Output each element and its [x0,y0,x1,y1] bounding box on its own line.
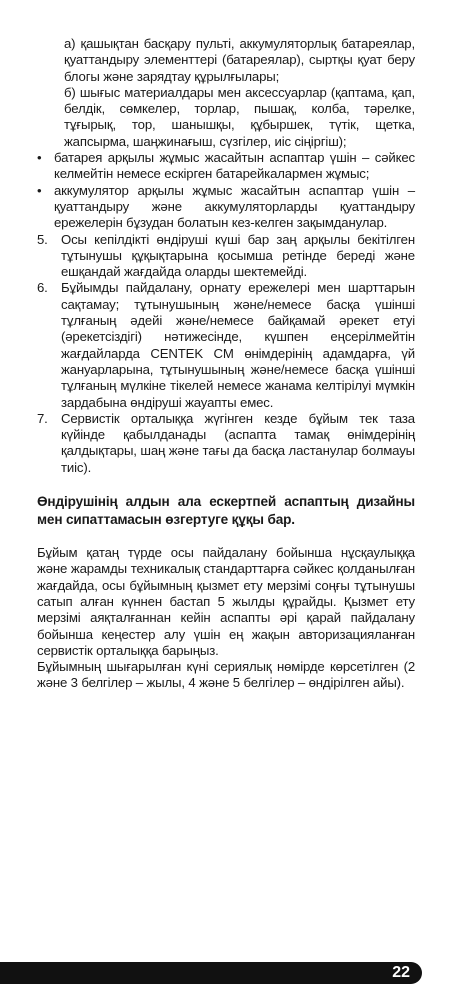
numbered-item-6 [37,280,415,410]
item-text: Сервистік орталыққа жүгінген кезде бұйым тек таза күйінде қабылданады (аспапта тамақ өнімдерінің қалдықтары, шаң және тағы да басқа ластанулар болмауы тиіс). [61,410,415,475]
spacer [37,476,415,493]
bullet-marker: • [37,150,42,166]
service-life-paragraph: Бұйым қатаң түрде осы пайдалану бойынша нұсқаулыққа және жарамды техникалық стандарттарға сәйкес қолданылған жағдайда, осы бұйымның қызмет ету мерзімі соңғы тұтынушы сатып алған күннен бастап 5 жылды құрайды. Қызмет ету мерзімі аяқталғаннан кейін аспапты әрі қарай пайдалану бойынша кеңестер алу үшін ең жақын авторизацияланған сервистік орталыққа барыңыз. [37,545,415,658]
item-number: 6. [37,280,48,296]
numbered-item-5 [37,232,415,281]
item-text: Бұйымды пайдалану, орнату ережелері мен шарттарын сақтамау; тұтынушының және/немесе басқа үшінші тұлғаның әдейі және/немесе байқамай әрекет етуі (әрекетсіздігі) нәтижесінде, күшпен еңсерілмейтін жағдайларда CENTEK CM өнімдерінің адамдарға, үй жануарларына, тұтынушының және/немесе басқа үшінші тұлғаның мүлкіне тікелей немесе жанама келтірілуі мүмкін зардабына өндіруші жауапты емес. [61,280,415,410]
bullet-text: батарея арқылы жұмыс жасайтын аспаптар үшін – сәйкес келмейтін немесе ескірген батарейкалармен жұмыс; [54,150,415,182]
design-change-notice: Өндірушінің алдын ала ескертпей аспаптың дизайны мен сипаттамасын өзгертуге құқы бар. [37,494,415,528]
item-text: Осы кепілдікті өндіруші күші бар заң арқылы бекітілген тұтынушы құқықтарына қосымша ретінде береді және ешқандай жағдайда оларды шектемейді. [61,231,415,280]
bullet-item [37,150,415,183]
item-number: 7. [37,410,48,426]
bullet-marker: • [37,182,42,198]
bullet-item [37,183,415,232]
page-number: 22 [392,964,410,981]
list-item-sub-a: а) қашықтан басқару пульті, аккумуляторлық батареялар, қуаттандыру элементтері (батареялар), сыртқы қуат беру блогы және зарядтау құрылғылары; [64,36,415,84]
item-number: 5. [37,231,48,247]
list-item-sub-b: б) шығыс материалдары мен аксессуарлар (қаптама, қап, белдік, сөмкелер, торлар, пышақ, колба, тәрелке, тұғырық, тор, шанышқы, құбыршек, түтік, щетка, жапсырма, шаңжинағыш, сүзгілер, иіс сіңіргіш); [64,84,415,149]
bullet-text: аккумулятор арқылы жұмыс жасайтын аспаптар үшін – қуаттандыру және аккумуляторларды қуаттандыру ережелерін бұзудан болатын кез-келген зақымданулар. [54,182,415,231]
footer-bar [0,962,422,984]
serial-number-paragraph: Бұйымның шығарылған күні сериялық нөмірде көрсетілген (2 және 3 белгілер – жылы, 4 және 5 белгілер – өндірілген айы). [37,659,415,691]
page-content [37,36,415,692]
numbered-item-7 [37,411,415,476]
spacer [37,529,415,545]
